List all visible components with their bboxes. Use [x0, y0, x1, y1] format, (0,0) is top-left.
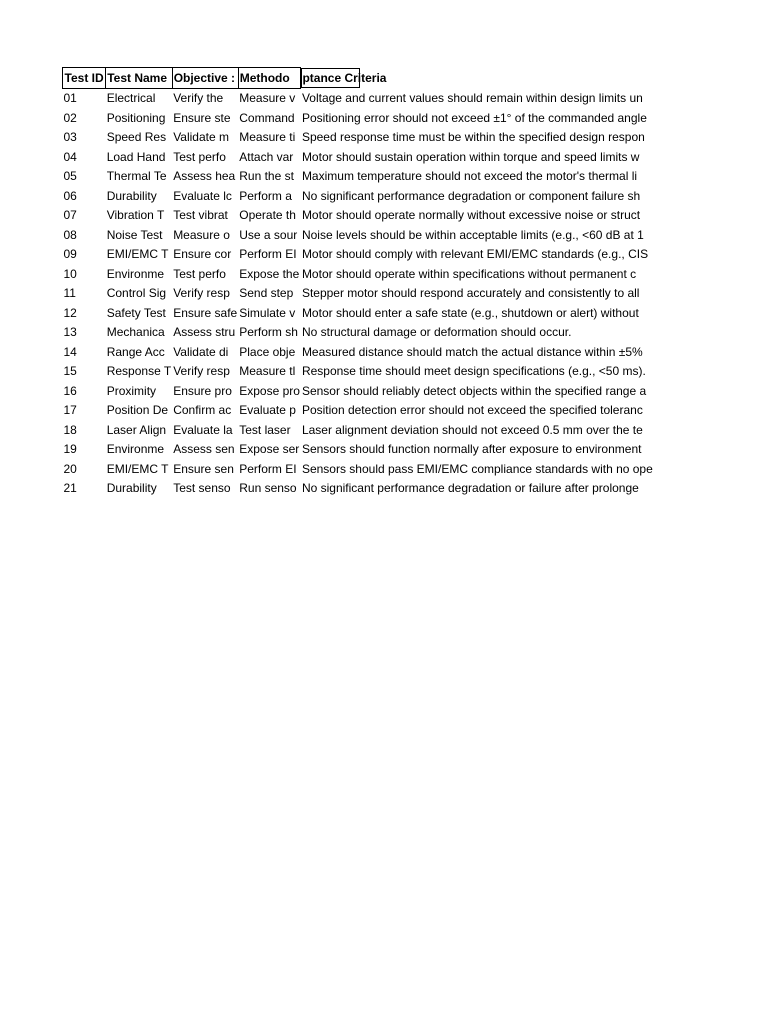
cell-test-name: Positioning — [106, 110, 166, 125]
cell-objective: Validate di — [173, 344, 229, 359]
cell-acceptance-criteria: No significant performance degradation or failure after prolonge — [301, 481, 639, 495]
header-objective: Objective : — [172, 68, 238, 89]
cell-test-id: 03 — [63, 130, 77, 144]
cell-test-name: Electrical — [106, 91, 156, 105]
table-row — [63, 206, 669, 226]
cell-test-name: Range Acc — [106, 344, 165, 359]
cell-methodology: Attach var — [239, 149, 294, 164]
cell-test-name: Load Hand — [106, 149, 166, 164]
cell-objective: Ensure cor — [173, 247, 232, 261]
cell-acceptance-criteria: Voltage and current values should remain within design limits un — [301, 91, 643, 105]
cell-methodology: Expose the — [239, 266, 300, 281]
cell-objective: Assess sen — [173, 442, 235, 456]
cell-test-id: 17 — [63, 403, 77, 417]
cell-methodology: Run senso — [239, 481, 297, 495]
header-methodology-text: Methodo — [239, 70, 290, 85]
cell-test-id: 21 — [63, 481, 77, 495]
cell-acceptance-criteria: No structural damage or deformation should occur. — [301, 325, 572, 339]
cell-test-id: 10 — [63, 266, 77, 281]
cell-test-id: 09 — [63, 247, 77, 261]
cell-test-id: 16 — [63, 383, 77, 398]
cell-objective: Validate m — [173, 130, 229, 144]
table-row — [63, 89, 669, 109]
test-plan-table — [62, 67, 668, 497]
cell-test-name: Environme — [106, 442, 165, 456]
cell-objective: Verify the — [173, 91, 224, 105]
cell-test-name: Vibration T — [106, 208, 165, 222]
cell-acceptance-criteria: Motor should enter a safe state (e.g., shutdown or alert) without — [301, 305, 639, 320]
cell-methodology: Perform a — [239, 188, 292, 203]
table-row — [63, 479, 669, 497]
cell-test-id: 14 — [63, 344, 77, 359]
table-row — [63, 460, 669, 480]
cell-acceptance-criteria: Motor should comply with relevant EMI/EMC standards (e.g., CIS — [301, 247, 649, 261]
cell-test-name: Mechanica — [106, 325, 165, 339]
cell-test-name: Noise Test — [106, 227, 163, 242]
header-row — [63, 68, 669, 89]
table-row — [63, 167, 669, 187]
cell-test-id: 02 — [63, 110, 77, 125]
cell-methodology: Perform sh — [239, 325, 298, 339]
cell-methodology: Send step — [239, 286, 294, 300]
cell-test-name: Response T — [106, 364, 172, 378]
cell-methodology: Measure v — [239, 91, 296, 105]
cell-test-name: Position De — [106, 403, 169, 417]
cell-test-name: Durability — [106, 481, 157, 495]
cell-acceptance-criteria: Positioning error should not exceed ±1° of the commanded angle — [301, 110, 647, 125]
cell-objective: Test perfo — [173, 266, 226, 281]
cell-test-name: EMI/EMC T — [106, 461, 169, 476]
cell-methodology: Perform EI — [239, 247, 297, 261]
cell-objective: Assess hea — [173, 169, 236, 183]
cell-acceptance-criteria: Sensors should function normally after exposure to environment — [301, 442, 642, 456]
cell-objective: Confirm ac — [173, 403, 232, 417]
cell-methodology: Run the st — [239, 169, 294, 183]
table-row — [63, 265, 669, 285]
header-acceptance-criteria-text: ptance Criteria — [302, 71, 387, 85]
cell-test-id: 05 — [63, 169, 77, 183]
cell-acceptance-criteria: No significant performance degradation or component failure sh — [301, 188, 641, 203]
cell-acceptance-criteria: Noise levels should be within acceptable limits (e.g., <60 dB at 1 — [301, 227, 644, 242]
cell-acceptance-criteria: Sensor should reliably detect objects within the specified range a — [301, 383, 647, 398]
table-row — [63, 401, 669, 421]
table-row — [63, 245, 669, 265]
table-row — [63, 421, 669, 441]
cell-acceptance-criteria: Sensors should pass EMI/EMC compliance standards with no ope — [301, 461, 653, 476]
cell-acceptance-criteria: Motor should sustain operation within torque and speed limits w — [301, 149, 640, 164]
table-row — [63, 187, 669, 207]
table-row — [63, 323, 669, 343]
cell-acceptance-criteria: Speed response time must be within the specified design respon — [301, 130, 645, 144]
cell-methodology: Evaluate p — [239, 403, 296, 417]
cell-objective: Ensure safe — [173, 305, 238, 320]
cell-test-id: 07 — [63, 208, 77, 222]
table-row — [63, 148, 669, 168]
cell-methodology: Use a sour — [239, 227, 298, 242]
header-methodology — [238, 68, 301, 89]
cell-acceptance-criteria: Position detection error should not exceed the specified toleranc — [301, 403, 643, 417]
cell-test-name: Speed Res — [106, 130, 167, 144]
table-row — [63, 382, 669, 402]
cell-objective: Ensure ste — [173, 110, 231, 125]
cell-test-name: Environme — [106, 266, 165, 281]
cell-test-id: 19 — [63, 442, 77, 456]
cell-acceptance-criteria: Stepper motor should respond accurately and consistently to all — [301, 286, 640, 300]
cell-methodology: Simulate v — [239, 305, 296, 320]
header-acceptance-criteria — [301, 68, 668, 89]
table-row — [63, 343, 669, 363]
table-row — [63, 128, 669, 148]
cell-acceptance-criteria: Motor should operate within specifications without permanent c — [301, 266, 637, 281]
cell-test-id: 11 — [63, 286, 76, 300]
cell-objective: Verify resp — [173, 286, 230, 300]
cell-test-name: Thermal Te — [106, 169, 167, 183]
cell-objective: Evaluate lc — [173, 188, 232, 203]
cell-objective: Assess stru — [173, 325, 236, 339]
cell-objective: Test senso — [173, 481, 231, 495]
cell-test-id: 13 — [63, 325, 77, 339]
cell-test-id: 20 — [63, 461, 77, 476]
cell-methodology: Expose ser — [239, 442, 300, 456]
cell-methodology: Test laser — [239, 422, 291, 437]
table-row — [63, 440, 669, 460]
cell-test-id: 01 — [63, 91, 77, 105]
cell-test-name: EMI/EMC T — [106, 247, 169, 261]
cell-objective: Ensure sen — [173, 461, 234, 476]
table-row — [63, 226, 669, 246]
header-test-name: Test Name — [106, 68, 172, 89]
cell-test-id: 15 — [63, 364, 77, 378]
cell-acceptance-criteria: Maximum temperature should not exceed the motor's thermal li — [301, 169, 638, 183]
cell-methodology: Command — [239, 110, 295, 125]
cell-acceptance-criteria: Measured distance should match the actual distance within ±5% — [301, 344, 643, 359]
cell-methodology: Perform EI — [239, 461, 297, 476]
cell-test-id: 18 — [63, 422, 77, 437]
cell-methodology: Measure ti — [239, 130, 296, 144]
cell-methodology: Expose pro — [239, 383, 300, 398]
cell-objective: Ensure pro — [173, 383, 232, 398]
cell-acceptance-criteria: Motor should operate normally without excessive noise or struct — [301, 208, 641, 222]
spreadsheet-page — [62, 67, 668, 497]
cell-test-name: Proximity — [106, 383, 157, 398]
cell-test-name: Durability — [106, 188, 157, 203]
cell-objective: Evaluate la — [173, 422, 233, 437]
header-test-id: Test ID — [63, 68, 106, 89]
cell-methodology: Measure tl — [239, 364, 296, 378]
cell-acceptance-criteria: Laser alignment deviation should not exceed 0.5 mm over the te — [301, 422, 643, 437]
table-body — [63, 89, 669, 498]
cell-test-name: Laser Align — [106, 422, 167, 437]
cell-test-id: 12 — [63, 305, 77, 320]
cell-test-id: 06 — [63, 188, 77, 203]
cell-methodology: Operate th — [239, 208, 296, 222]
cell-acceptance-criteria: Response time should meet design specifications (e.g., <50 ms). — [301, 364, 646, 378]
table-row — [63, 284, 669, 304]
table-row — [63, 304, 669, 324]
cell-objective: Test vibrat — [173, 208, 228, 222]
cell-test-name: Control Sig — [106, 286, 167, 300]
cell-objective: Measure o — [173, 227, 230, 242]
cell-test-name: Safety Test — [106, 305, 166, 320]
cell-objective: Verify resp — [173, 364, 230, 378]
table-row — [63, 109, 669, 129]
cell-objective: Test perfo — [173, 149, 226, 164]
table-row — [63, 362, 669, 382]
cell-test-id: 04 — [63, 149, 77, 164]
cell-methodology: Place obje — [239, 344, 296, 359]
cell-test-id: 08 — [63, 227, 77, 242]
